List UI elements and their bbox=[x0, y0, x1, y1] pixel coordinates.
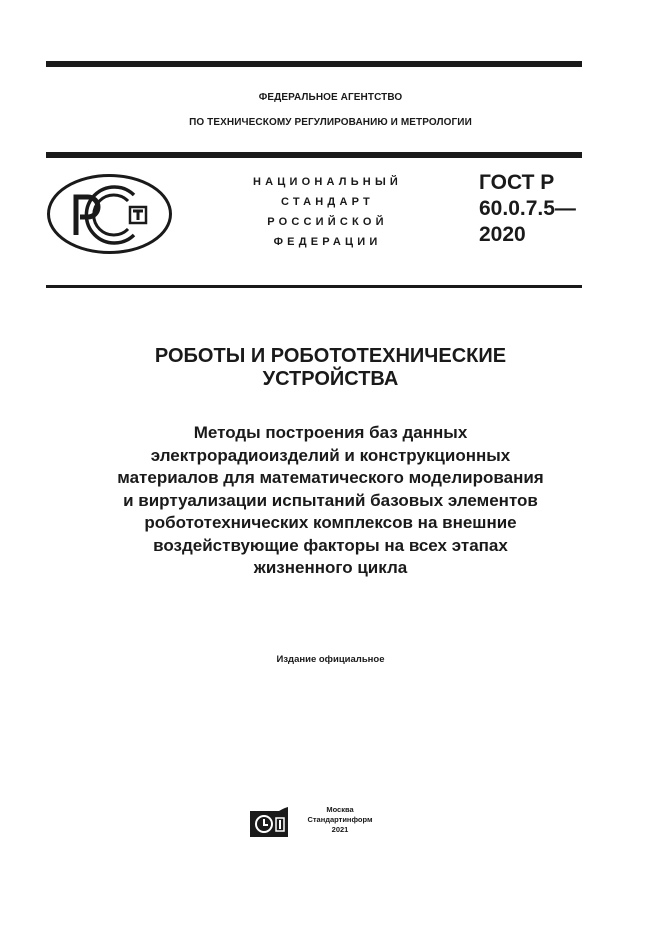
publisher-city: Москва bbox=[326, 805, 354, 814]
top-rule bbox=[46, 61, 582, 67]
subtitle-line: Методы построения баз данных bbox=[193, 423, 468, 442]
national-standard-label bbox=[230, 172, 425, 252]
edition-label: Издание официальное bbox=[276, 654, 385, 665]
subtitle-line: электрорадиоизделий и конструкционных bbox=[150, 445, 511, 465]
national-line: РОССИЙСКОЙ bbox=[267, 216, 388, 228]
subtitle-line: материалов для математического моделирования bbox=[117, 468, 544, 487]
designation-line: 60.0.7.5— bbox=[479, 197, 576, 220]
document-subtitle bbox=[60, 422, 601, 580]
national-line: НАЦИОНАЛЬНЫЙ bbox=[252, 176, 403, 188]
designation-line: 2020 bbox=[479, 223, 526, 246]
title-line: РОБОТЫ И РОБОТОТЕХНИЧЕСКИЕ bbox=[154, 345, 507, 367]
standard-designation bbox=[479, 170, 576, 248]
standartinform-logo-icon bbox=[249, 806, 289, 838]
designation-line: ГОСТ Р bbox=[479, 171, 555, 194]
publisher-info bbox=[300, 805, 380, 835]
middle-rule bbox=[46, 152, 582, 158]
agency-name: ФЕДЕРАЛЬНОЕ АГЕНТСТВО bbox=[258, 92, 403, 103]
publisher-year: 2021 bbox=[331, 825, 349, 834]
subtitle-line: робототехнических комплексов на внешние bbox=[144, 513, 517, 532]
subtitle-line: воздействующие факторы на всех этапах bbox=[153, 535, 508, 555]
bottom-rule bbox=[46, 285, 582, 288]
rst-gost-emblem-icon bbox=[46, 173, 173, 255]
subtitle-line: и виртуализации испытаний базовых элементов bbox=[123, 490, 538, 510]
national-line: ФЕДЕРАЦИИ bbox=[273, 236, 382, 248]
publisher-name: Стандартинформ bbox=[307, 815, 373, 824]
document-title bbox=[0, 345, 661, 391]
agency-subtitle: ПО ТЕХНИЧЕСКОМУ РЕГУЛИРОВАНИЮ И МЕТРОЛОГИИ bbox=[189, 117, 472, 128]
subtitle-line: жизненного цикла bbox=[253, 558, 408, 577]
title-line: УСТРОЙСТВА bbox=[262, 368, 399, 390]
national-line: СТАНДАРТ bbox=[281, 196, 374, 208]
